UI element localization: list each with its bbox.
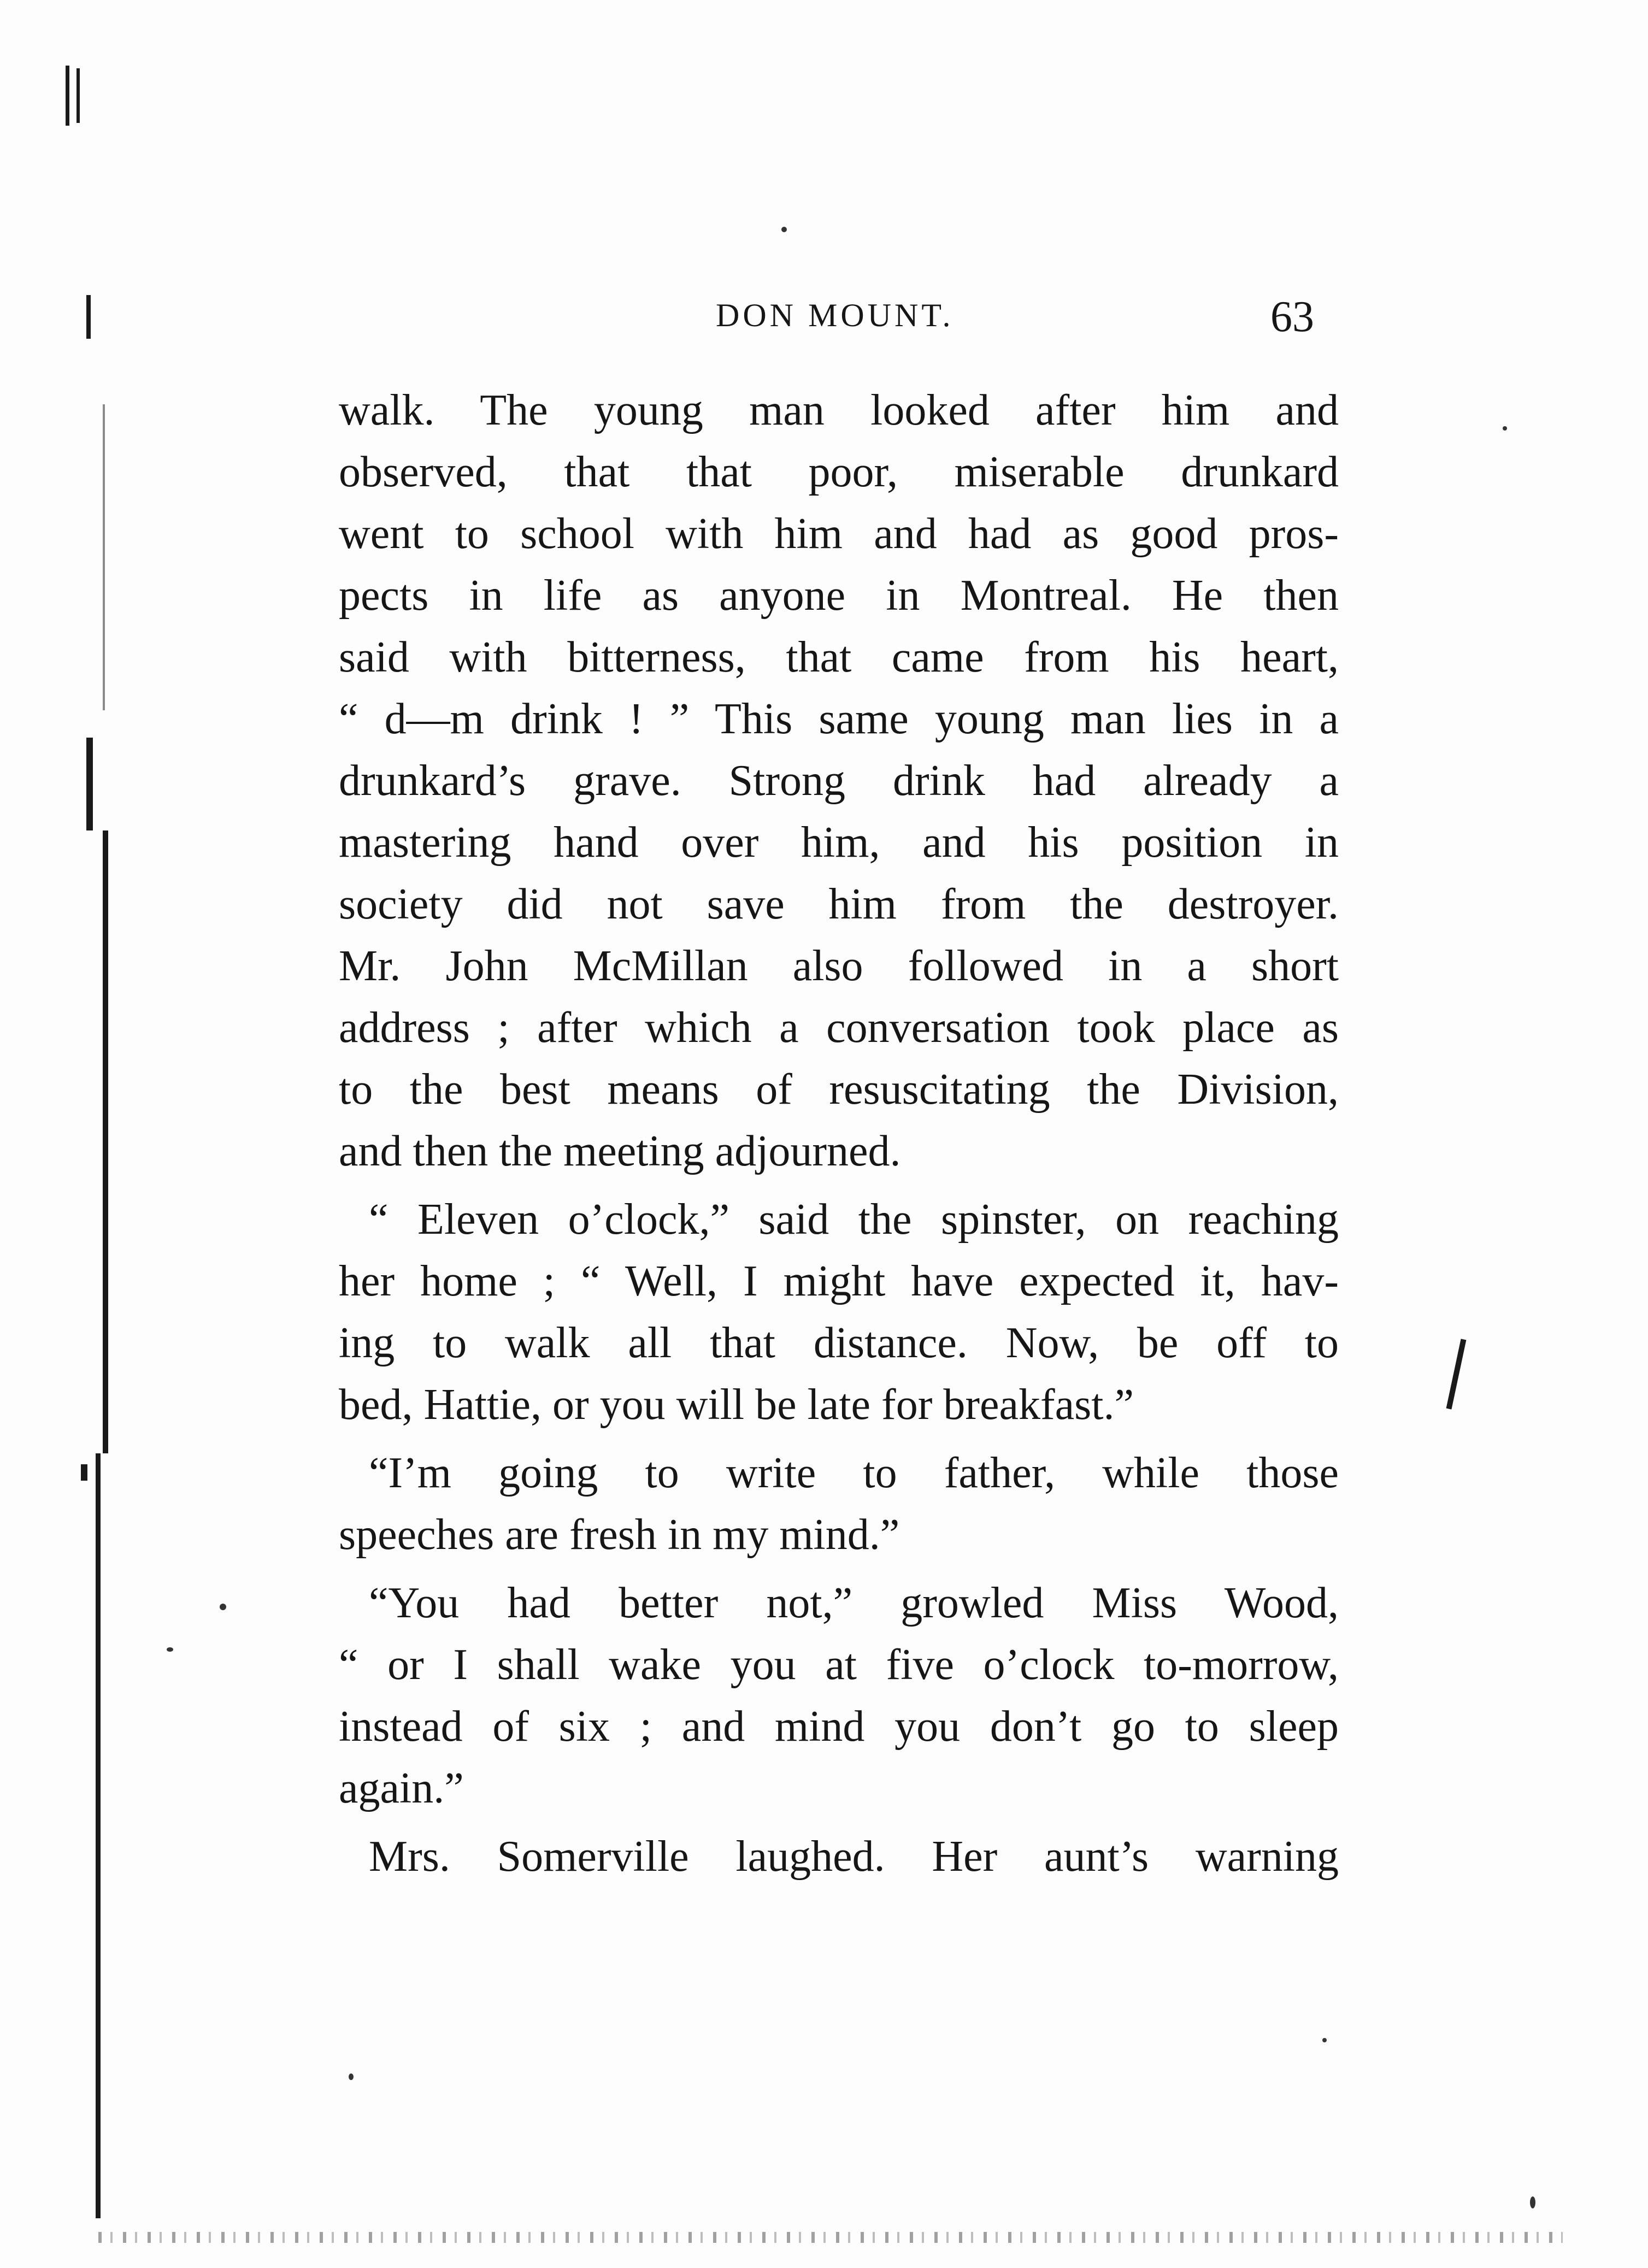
scan-noise-strip [98,2232,1563,2243]
page-speck [167,1647,173,1652]
text-line: mastering hand over him, and his position in [339,818,1339,867]
text-line: and then the meeting adjourned. [339,1127,901,1175]
binding-edge-mark [86,738,93,830]
page-speck [1503,426,1507,431]
page-speck [1322,2038,1327,2042]
text-line: “You had better not,” growled Miss Wood, [369,1579,1339,1627]
page-speck [1530,2196,1535,2208]
text-line: walk. The young man looked after him and [339,386,1339,434]
text-line: again.” [339,1764,464,1812]
text-line: went to school with him and had as good pros- [339,510,1339,558]
text-line: Mr. John McMillan also followed in a short [339,942,1339,990]
text-line: drunkard’s grave. Strong drink had already a [339,757,1339,805]
binding-edge-mark [76,68,80,123]
text-line: observed, that that poor, miserable drunkard [339,448,1339,496]
text-line: said with bitterness, that came from his heart, [339,633,1339,681]
text-line: “ or I shall wake you at five o’clock to-morrow, [339,1641,1339,1689]
text-line: bed, Hattie, or you will be late for breakfast.” [339,1381,1134,1429]
binding-edge-mark [81,1464,87,1481]
text-line: “ d—m drink ! ” This same young man lies in a [339,695,1339,743]
binding-edge-mark [103,830,108,1453]
page-number: 63 [1270,293,1314,341]
running-head: DON MOUNT. [716,297,954,333]
page-header [0,292,1648,341]
text-line: “I’m going to write to father, while those [369,1449,1339,1497]
text-line: her home ; “ Well, I might have expected it, hav- [339,1257,1339,1305]
page-speck [220,1604,226,1610]
text-line: society did not save him from the destroyer. [339,880,1339,928]
text-line: address ; after which a conversation took place as [339,1004,1339,1052]
binding-edge-mark [103,404,105,710]
margin-pen-mark [1446,1339,1467,1409]
body-text [339,380,1339,1888]
text-line: speeches are fresh in my mind.” [339,1511,900,1559]
page-speck [781,227,787,232]
text-line: instead of six ; and mind you don’t go to sleep [339,1703,1339,1751]
binding-edge-mark [66,66,69,126]
page-speck [349,2073,354,2080]
text-line: to the best means of resuscitating the Division, [339,1065,1339,1114]
text-line: Mrs. Somerville laughed. Her aunt’s warning [369,1833,1339,1881]
binding-edge-mark [96,1453,101,2218]
text-line: ing to walk all that distance. Now, be off to [339,1319,1339,1367]
text-line: “ Eleven o’clock,” said the spinster, on reaching [369,1195,1339,1244]
text-line: pects in life as anyone in Montreal. He then [339,572,1339,620]
